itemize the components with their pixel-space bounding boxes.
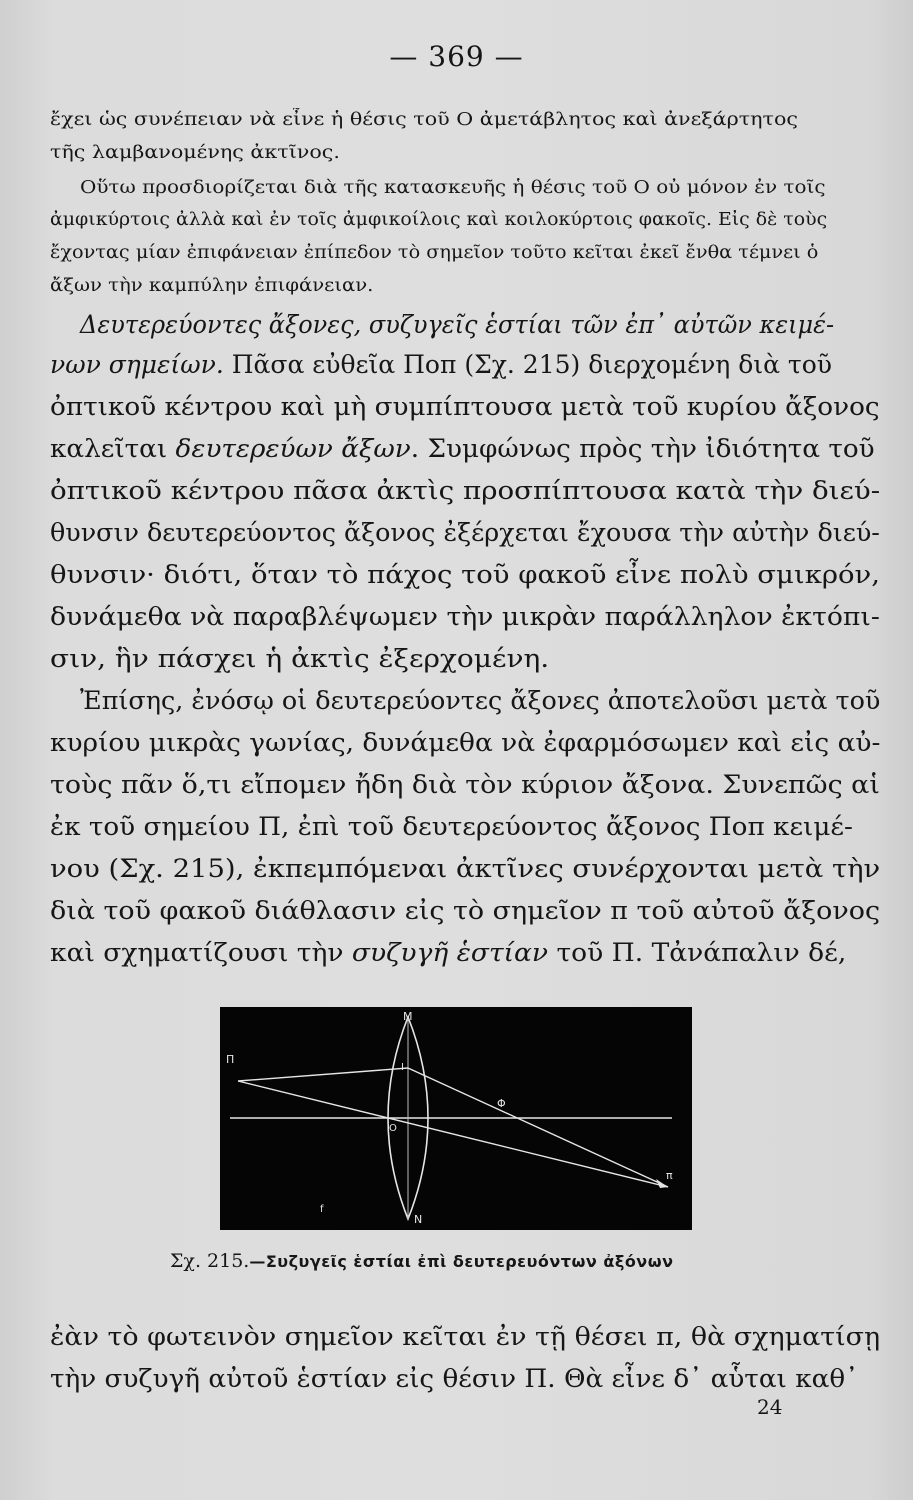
text-line-21: διὰ τοῦ φακοῦ διάθλασιν εἰς τὸ σημεῖον π τοῦ αὐτοῦ ἄξονος [50,896,881,925]
lens-diagram [220,1007,692,1230]
text-line-17: κυρίου μικρὰς γωνίας, δυνάμεθα νὰ ἐφαρμόσωμεν καὶ εἰς αὐ- [50,728,881,757]
caption-number: Σχ. 215. [170,1250,250,1272]
label-N: N [414,1213,423,1226]
text-line-8-body: Πᾶσα εὐθεῖα Ποπ (Σχ. 215) διερχομένη διὰ τοῦ [223,350,832,379]
signature-mark: 24 [757,1395,783,1419]
term-conjugate-focus: συζυγῆ ἑστίαν [351,938,549,967]
text-line-6: ἄξων τὴν καμπύλην ἐπιφάνειαν. [50,276,374,296]
section-heading-end: νων σημείων. [50,350,224,379]
text-line-18: τοὺς πᾶν ὅ,τι εἴπομεν ἤδη διὰ τὸν κύριον ἄξονα. Συνεπῶς αἱ [50,770,880,799]
label-f: f [320,1204,324,1215]
text-line-15: σιν, ἣν πάσχει ἡ ἀκτὶς ἐξερχομένη. [50,644,550,673]
figure-215 [220,1007,692,1230]
text-line-22 [50,938,846,967]
text-line-10 [50,434,875,463]
refracted-ray [408,1068,668,1187]
label-O: O [389,1123,397,1134]
text-line-8 [50,350,832,379]
text-line-9: ὀπτικοῦ κέντρου καὶ μὴ συμπίπτουσα μετὰ τοῦ κυρίου ἄξονος [50,392,880,421]
caption-text: —Συζυγεῖς ἑστίαι ἐπὶ δευτερευόντων ἀξόνων [249,1252,674,1271]
text-line-3: Οὕτω προσδιορίζεται διὰ τῆς κατασκευῆς ἡ θέσις τοῦ O οὐ μόνον ἐν τοῖς [80,178,826,198]
text-line-20: νου (Σχ. 215), ἐκπεμπόμεναι ἀκτῖνες συνέρχονται μετὰ τὴν [50,854,881,883]
text-line-11: ὀπτικοῦ κέντρου πᾶσα ἀκτὶς προσπίπτουσα κατὰ τὴν διεύ- [50,476,881,505]
text-line-1: ἔχει ὡς συνέπειαν νὰ εἶνε ἡ θέσις τοῦ O ἀμετάβλητος καὶ ἀνεξάρτητος [50,110,798,130]
text-line-22-end: τοῦ Π. Τἀνάπαλιν δέ, [548,938,847,967]
text-line-13: θυνσιν· διότι, ὅταν τὸ πάχος τοῦ φακοῦ εἶνε πολὺ σμικρόν, [50,560,881,589]
text-line-5: ἔχοντας μίαν ἐπιφάνειαν ἐπίπεδον τὸ σημεῖον τοῦτο κεῖται ἐκεῖ ἔνθα τέμνει ὁ [50,243,819,263]
text-line-10-end: . Συμφώνως πρὸς τὴν ἰδιότητα τοῦ [410,434,875,463]
secondary-axis [238,1081,668,1187]
label-Phi: Φ [497,1097,506,1110]
label-M: M [403,1010,413,1023]
text-line-23: ἐὰν τὸ φωτεινὸν σημεῖον κεῖται ἐν τῇ θέσει π, θὰ σχηματίσῃ [50,1322,881,1351]
text-line-22-start: καὶ σχηματίζουσι τὴν [50,938,352,967]
text-line-4: ἀμφικύρτοις ἀλλὰ καὶ ἐν τοῖς ἀμφικοίλοις καὶ κοιλοκύρτοις φακοῖς. Εἰς δὲ τοὺς [50,210,828,230]
label-Pi-big: Π [226,1053,235,1066]
text-line-10-start: καλεῖται [50,434,176,463]
text-line-12: θυνσιν δευτερεύοντος ἄξονος ἐξέρχεται ἔχουσα τὴν αὐτὴν διεύ- [50,518,880,547]
text-line-24: τὴν συζυγῆ αὐτοῦ ἑστίαν εἰς θέσιν Π. Θὰ εἶνε δ᾽ αὗται καθ᾽ [50,1364,859,1393]
figure-caption [170,1250,674,1272]
text-line-19: ἐκ τοῦ σημείου Π, ἐπὶ τοῦ δευτερεύοντος ἄξονος Ποπ κειμέ- [50,812,853,841]
page-number: — 369 — [389,40,524,73]
label-pi-small: π [666,1169,673,1182]
label-I: I [401,1062,404,1073]
text-line-2: τῆς λαμβανομένης ἀκτῖνος. [50,143,340,163]
incident-ray [238,1068,408,1081]
text-line-16: Ἐπίσης, ἐνόσῳ οἱ δευτερεύοντες ἄξονες ἀποτελοῦσι μετὰ τοῦ [80,686,881,715]
term-secondary-axis: δευτερεύων ἄξων [175,434,411,463]
section-heading-line: Δευτερεύοντες ἄξονες, συζυγεῖς ἑστίαι τῶν ἐπ᾽ αὐτῶν κειμέ- [80,310,835,339]
text-line-14: δυνάμεθα νὰ παραβλέψωμεν τὴν μικρὰν παράλληλον ἐκτόπι- [50,602,880,631]
